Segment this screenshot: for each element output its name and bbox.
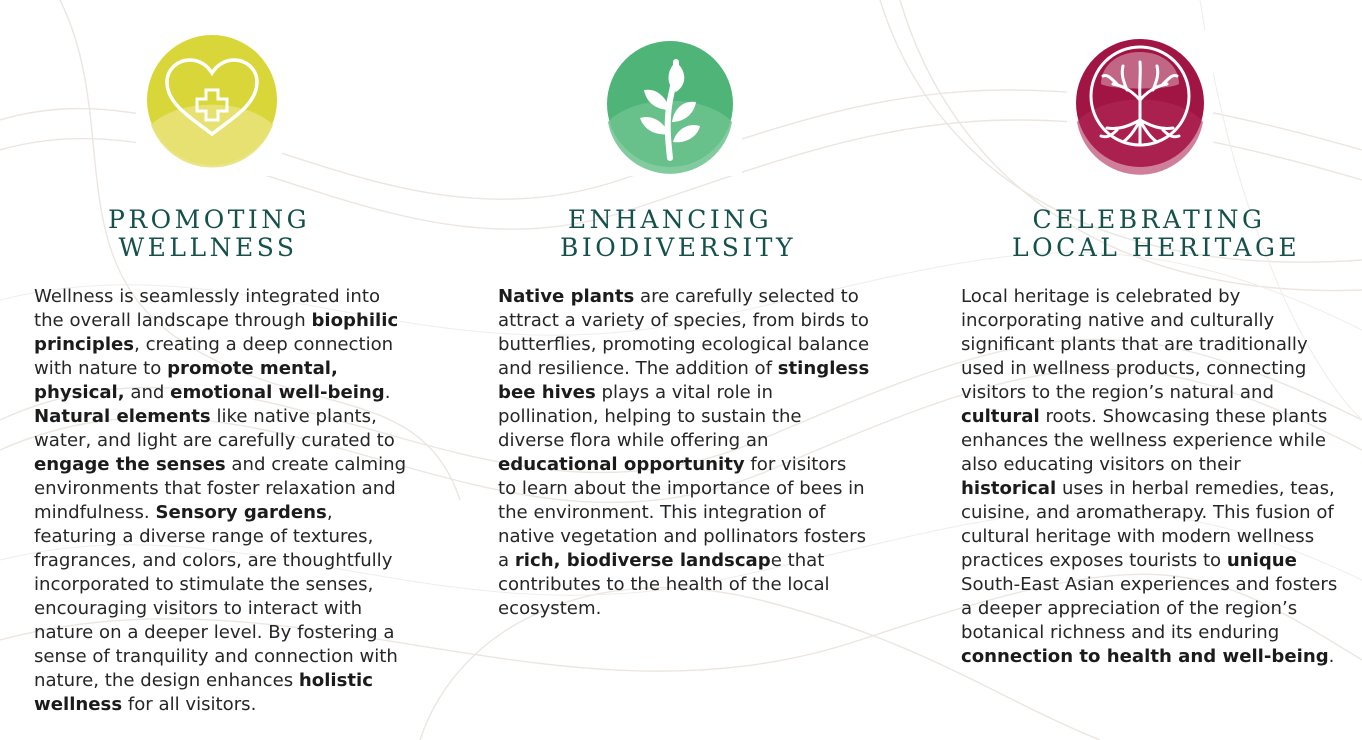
section-heading-wellness xyxy=(108,205,311,262)
heading-line-1: CELEBRATING xyxy=(1032,205,1266,234)
heading-line-2: LOCAL HERITAGE xyxy=(1012,233,1301,262)
emphasized-text: Natural elements xyxy=(34,406,211,427)
body-text: Wellness is seamlessly integrated into the overall landscape through xyxy=(34,286,381,331)
heading-line-2: BIODIVERSITY xyxy=(560,233,796,262)
body-text: e that contributes to the health of the local ecosystem. xyxy=(498,550,830,619)
body-text: . xyxy=(1328,646,1335,667)
body-text: like native plants, water, and light are carefully curated to xyxy=(34,406,395,451)
biodiversity-paragraph xyxy=(498,285,870,621)
wellness-paragraph xyxy=(34,285,414,717)
body-text: and xyxy=(124,382,171,403)
body-text: for all visitors. xyxy=(122,694,257,715)
heading-line-2: WELLNESS xyxy=(118,233,298,262)
emphasized-text: biophilic principles xyxy=(34,310,399,355)
section-heading-biodiversity xyxy=(560,205,796,262)
heading-line-1: ENHANCING xyxy=(567,205,773,234)
emphasized-text: Sensory gardens xyxy=(155,502,327,523)
body-text: Local heritage is celebrated by incorporating native and culturally significant plants that are traditionally used in wellness products, connecting visitors to the region’s natural and xyxy=(961,286,1308,403)
emphasized-text: educational opportunity xyxy=(498,454,745,475)
heart-with-plus-icon xyxy=(136,30,282,176)
body-text: . xyxy=(384,382,391,403)
emphasized-text: historical xyxy=(961,478,1057,499)
emphasized-text: engage the senses xyxy=(34,454,226,475)
section-heading-heritage xyxy=(1012,205,1301,262)
emphasized-text: stingless bee hives xyxy=(498,358,870,403)
emphasized-text: unique xyxy=(1226,550,1297,571)
heritage-paragraph xyxy=(961,285,1341,669)
body-text: are carefully selected to attract a variety of species, from birds to butterflies, promoting ecological balance and resilience. The addition of xyxy=(498,286,870,379)
body-text: roots. Showcasing these plants enhances the wellness experience while also educating visitors on their xyxy=(961,406,1328,475)
body-text: for visitors to learn about the importance of bees in the environment. This integration of native vegetation and pollinators fosters a xyxy=(498,454,867,571)
emphasized-text: connection to health and well-being xyxy=(961,646,1329,667)
body-text: plays a vital role in pollination, helping to sustain the diverse flora while offering an xyxy=(498,382,802,451)
leaf-sprout-icon xyxy=(596,30,742,176)
emphasized-text: emotional well-being xyxy=(170,382,385,403)
body-text: South-East Asian experiences and fosters a deeper appreciation of the region’s botanical richness and its enduring xyxy=(961,574,1338,643)
tree-with-roots-icon xyxy=(1067,30,1213,176)
emphasized-text: cultural xyxy=(961,406,1040,427)
emphasized-text: rich, biodiverse landscap xyxy=(514,550,771,571)
body-text: uses in herbal remedies, teas, cuisine, and aromatherapy. This fusion of cultural heritage with modern wellness practices exposes tourists to xyxy=(961,478,1335,571)
emphasized-text: holistic wellness xyxy=(34,670,373,715)
heading-line-1: PROMOTING xyxy=(108,205,311,234)
emphasized-text: Native plants xyxy=(498,286,635,307)
emphasized-text: promote mental, physical, xyxy=(34,358,338,403)
body-text: and create calming environments that foster relaxation and mindfulness. xyxy=(34,454,407,523)
body-text: , featuring a diverse range of textures, fragrances, and colors, are thoughtfully incorporated to stimulate the senses, encouraging visitors to interact with nature on a deeper level. By fostering a sense of tranquility and connection with nature, the design enhances xyxy=(34,502,398,691)
body-text: , creating a deep connection with nature to xyxy=(34,334,394,379)
